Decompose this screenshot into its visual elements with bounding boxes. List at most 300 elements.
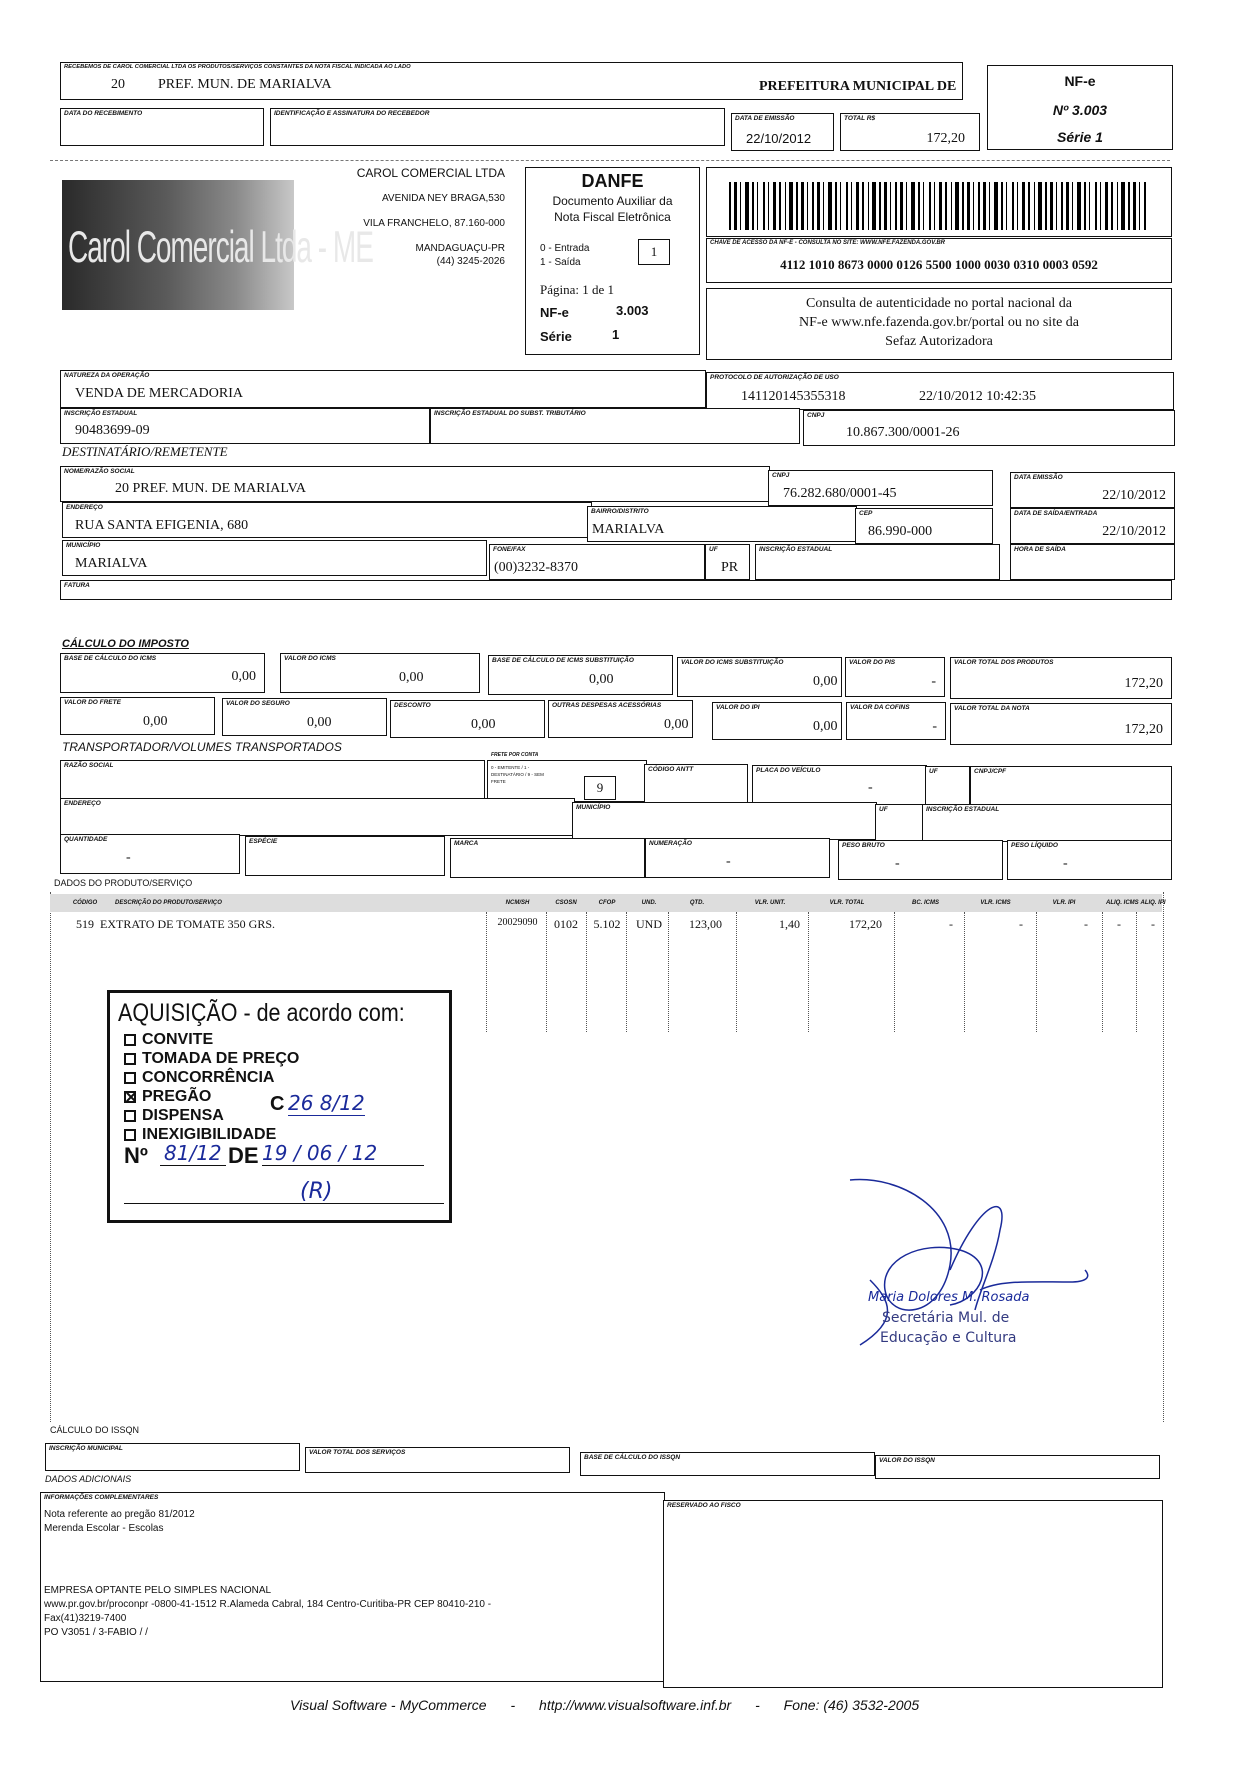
recipient-phone-box [489,544,705,580]
consult-line2: NF-e www.nfe.fazenda.gov.br/portal ou no site da [798,315,1080,330]
products-header-cell: QTD. [689,900,705,906]
transport-section-title: TRANSPORTADOR/VOLUMES TRANSPORTADOS [62,740,342,754]
danfe-saida: 1 - Saída [540,257,581,268]
recipient-district-box [587,506,857,542]
barcode-bar [789,182,793,230]
products-column-divider [1102,912,1103,1032]
transport-ie-box [922,804,1172,842]
canhoto-date-received-label: DATA DO RECEBIMENTO [64,110,143,117]
tax-cofins-box [846,702,946,740]
transport-city-label: MUNICÍPIO [576,804,611,811]
additional-line6: PO V3051 / 3-FABIO / / [44,1627,148,1638]
barcode-bar [745,182,749,230]
tax-pis-value: - [931,674,936,689]
barcode-bar [817,182,820,230]
recipient-exit-box [1010,508,1175,544]
barcode-bar [757,182,758,230]
transport-gross-box [838,840,1003,880]
barcode-bar [1066,182,1069,230]
danfe-entrada: 0 - Entrada [540,243,590,254]
tax-products-value: 172,20 [1124,676,1163,691]
barcode-bar [763,182,765,230]
access-key-box [706,238,1172,283]
canhoto-recipient-name: PREF. MUN. DE MARIALVA [158,77,332,92]
stamp-c-value: 26 8/12 [288,1091,365,1115]
canhoto-signature [270,108,725,146]
emitter-info [340,167,505,268]
transport-uf-box [925,766,970,806]
canhoto-issue-date-value: 22/10/2012 [746,131,812,146]
additional-line5: Fax(41)3219-7400 [44,1613,127,1624]
nature-box [60,370,706,408]
tax-cofins-label: VALOR DA COFINS [850,704,910,711]
barcode-bar [796,182,798,230]
barcode-bar [1084,182,1086,230]
products-column-divider [808,912,809,1032]
barcode-bar [862,182,864,230]
recipient-time-label: HORA DE SAÍDA [1014,546,1066,553]
tax-products-box [950,657,1172,699]
transport-cnpj-label: CNPJ/CPF [974,768,1007,775]
emitter-logo-text: Carol Comercial Ltda - ME [68,222,373,272]
product-cell: - [1117,917,1121,931]
emitter-city: MANDAGUAÇU-PR [415,243,505,254]
additional-line2: Merenda Escolar - Escolas [44,1523,164,1534]
barcode-bar [890,182,891,230]
tax-icms-st-box [677,657,842,697]
barcode-bar [734,182,737,230]
transport-net-label: PESO LÍQUIDO [1011,842,1058,849]
recipient-address-label: ENDEREÇO [66,504,103,511]
issqn-value-label: VALOR DO ISSQN [879,1457,935,1464]
barcode-bar [1050,182,1053,230]
tax-products-label: VALOR TOTAL DOS PRODUTOS [954,659,1054,666]
tax-other-box [548,700,693,738]
barcode-bar [1139,182,1140,230]
recipient-name-box [60,466,770,502]
barcode-bar [906,182,907,230]
transport-plate-value: - [868,780,873,795]
barcode-bar [1144,182,1146,230]
barcode-bar [828,182,832,230]
transport-cnpj-box [970,766,1172,806]
stamp-option [124,1068,299,1087]
barcode-bar [1061,182,1063,230]
transport-antt-box [644,764,748,804]
products-column-divider [546,912,547,1032]
barcode-bar [1056,182,1057,230]
tax-ipi-value: 0,00 [813,719,838,734]
danfe-nfe-number: 3.003 [616,303,649,318]
barcode-bar [768,182,769,230]
checkbox-icon [124,1053,136,1065]
transport-address-label: ENDEREÇO [64,800,101,807]
canhoto-nfe-box [987,65,1173,150]
danfe-serie-label: Série [540,329,572,344]
recipient-ie-box [755,544,1000,580]
emitter-cnpj-box [803,410,1175,446]
products-header-cell: DESCRIÇÃO DO PRODUTO/SERVIÇO [115,900,222,906]
issqn-services-box [305,1447,570,1473]
recipient-city-value: MARIALVA [75,556,148,571]
checkbox-icon [124,1072,136,1084]
barcode-bar [989,182,990,230]
barcode-bar [856,182,859,230]
canhoto-recipient-right: PREFEITURA MUNICIPAL DE [759,79,957,94]
barcode-bar [1034,182,1035,230]
barcode-bar [1012,182,1014,230]
tax-pis-box [845,657,945,697]
canhoto-total-value: 172,20 [926,131,965,146]
tax-total-value: 172,20 [1124,722,1163,737]
stamp-bottom-line [124,1203,444,1204]
barcode-bar [967,182,970,230]
signature-name: Maria Dolores M. Rosada [868,1290,1030,1305]
tax-insurance-value: 0,00 [307,715,332,730]
recipient-cnpj-value: 76.282.680/0001-45 [783,486,897,501]
tax-discount-label: DESCONTO [394,702,431,709]
checkbox-icon [124,1034,136,1046]
tax-bc-st-value: 0,00 [589,672,614,687]
canhoto-issue-date-label: DATA DE EMISSÃO [735,115,795,122]
stamp-options [124,1030,299,1144]
barcode-bar [884,182,887,230]
recipient-time-box [1010,544,1175,580]
danfe-type-value: 1 [650,244,658,259]
barcode-bar [868,182,869,230]
recipient-district-value: MARIALVA [592,522,665,537]
barcode-bar [1045,182,1047,230]
tax-freight-box [60,697,215,735]
tax-bc-icms-box [60,653,265,693]
stamp-option [124,1049,299,1068]
products-header-cell: CSOSN [555,900,577,906]
barcode-bar [1100,182,1101,230]
tax-section-title: CÁLCULO DO IMPOSTO [62,638,189,650]
transport-numbering-value: - [726,854,731,869]
barcode-bar [973,182,974,230]
emitter-cnpj-value: 10.867.300/0001-26 [846,425,960,440]
signature-scribble [830,1170,1100,1355]
access-key-value: 4112 1010 8673 0000 0126 5500 1000 0030 0310 0003 0592 [780,257,1098,272]
barcode-bar [872,182,876,230]
products-header-cell: VLR. ICMS [980,900,1011,906]
product-cell: 0102 [554,917,578,931]
barcode-bar [729,182,731,230]
transport-uf2-box [875,804,925,842]
recipient-emission-label: DATA EMISSÃO [1014,474,1063,481]
transport-qty-label: QUANTIDADE [64,836,108,843]
stamp-option-label: CONCORRÊNCIA [142,1068,275,1086]
recipient-cep-value: 86.990-000 [868,524,933,539]
barcode-bar [785,182,786,230]
products-column-divider [894,912,895,1032]
products-header-cell: NCM/SH [505,900,530,906]
protocol-box [706,372,1174,410]
recipient-emission-value: 22/10/2012 [1102,488,1166,503]
barcode-bar [812,182,814,230]
fatura-label: FATURA [64,582,90,589]
danfe-subtitle1: Documento Auxiliar da [552,194,673,208]
products-column-divider [626,912,627,1032]
recipient-uf-box [705,544,750,580]
canhoto-cut-line [50,160,1170,161]
barcode-bar [983,182,986,230]
barcode-bar [994,182,998,230]
products-header-cell: BC. ICMS [912,900,939,906]
transport-freight-label: FRETE POR CONTA [491,752,539,758]
products-column-divider [486,912,487,1032]
barcode-bar [740,182,741,230]
barcode-bar [939,182,942,230]
transport-plate-box [752,765,927,805]
transport-uf2-label: UF [879,806,888,813]
barcode [729,168,1149,238]
transport-name-label: RAZÃO SOCIAL [64,762,114,769]
danfe-nfe-label: NF-e [540,305,569,320]
product-cell: EXTRATO DE TOMATE 350 GRS. [100,917,276,931]
barcode-bar [851,182,852,230]
recipient-exit-value: 22/10/2012 [1102,524,1166,539]
recipient-city-box [62,540,487,576]
tax-ipi-box [712,702,842,740]
emitter-cnpj-label: CNPJ [807,412,825,419]
ie-label: INSCRIÇÃO ESTADUAL [64,410,138,417]
barcode-bar [1017,182,1018,230]
footer-sep2: - [755,1697,760,1713]
transport-net-value: - [1063,856,1068,871]
footer-software: Visual Software - MyCommerce [290,1697,487,1713]
canhoto-nfe-title: NF-e [1064,73,1096,89]
tax-bc-st-box [488,655,673,695]
recipient-phone-value: (00)3232-8370 [494,560,578,575]
ie-st-label: INSCRIÇÃO ESTADUAL DO SUBST. TRIBUTÁRIO [434,410,586,417]
products-header-cell: UND. [641,900,657,906]
stamp-initials: (R) [300,1179,333,1204]
consult-line3: Sefaz Autorizadora [885,334,993,349]
barcode-bar [1001,182,1003,230]
canhoto-issue-date [731,113,834,151]
recipient-cep-label: CEP [859,510,873,517]
barcode-bar [752,182,754,230]
barcode-bar [1133,182,1136,230]
acquisition-stamp [107,990,452,1223]
emitter-name: CAROL COMERCIAL LTDA [356,166,505,180]
recipient-ie-label: INSCRIÇÃO ESTADUAL [759,546,833,553]
emitter-address: AVENIDA NEY BRAGA,530 [381,193,505,204]
products-header-cell: CFOP [598,900,616,906]
stamp-title: AQUISIÇÃO - de acordo com: [118,999,405,1027]
footer-url[interactable]: http://www.visualsoftware.inf.br [539,1697,732,1713]
tax-icms-value: 0,00 [399,670,424,685]
stamp-option-label: PREGÃO [142,1087,212,1105]
danfe-box [525,167,700,355]
fatura-box [60,580,1172,600]
tax-insurance-box [222,698,387,736]
nature-value: VENDA DE MERCADORIA [75,386,243,401]
products-header-cell: VLR. IPI [1052,900,1076,906]
checkbox-icon [124,1129,136,1141]
product-cell: 20029090 [497,917,538,928]
tax-total-label: VALOR TOTAL DA NOTA [954,705,1030,712]
additional-line1: Nota referente ao pregão 81/2012 [44,1509,195,1520]
tax-freight-label: VALOR DO FRETE [64,699,121,706]
transport-numbering-label: NUMERAÇÃO [649,840,692,847]
tax-bc-icms-value: 0,00 [231,669,256,684]
barcode-bar [1111,182,1113,230]
recipient-uf-label: UF [709,546,718,553]
issqn-bc-label: BASE DE CÁLCULO DO ISSQN [584,1454,681,1461]
danfe-title: DANFE [581,171,644,191]
additional-info-label: INFORMAÇÕES COMPLEMENTARES [44,1494,159,1501]
recipient-name-label: NOME/RAZÃO SOCIAL [64,468,135,475]
transport-species-box [245,836,445,876]
barcode-bar [835,182,837,230]
products-header-cell: VLR. UNIT. [754,900,786,906]
barcode-bar [1077,182,1081,230]
recipient-name-value: 20 PREF. MUN. DE MARIALVA [115,481,307,496]
product-cell: - [949,917,953,931]
recipient-address-box [62,502,592,538]
products-column-divider [1036,912,1037,1032]
product-cell: UND [636,917,662,931]
barcode-bar [1089,182,1090,230]
tax-bc-st-label: BASE DE CÁLCULO DE ICMS SUBSTITUIÇÃO [492,657,634,664]
transport-uf-label: UF [929,768,938,775]
ie-box [60,408,430,444]
consult-box [706,288,1172,360]
stamp-no-label: Nº [124,1143,148,1168]
recipient-cnpj-label: CNPJ [772,472,790,479]
products-header-cell: ALIQ. ICMS [1106,900,1139,906]
footer-phone: Fone: (46) 3532-2005 [783,1697,920,1713]
barcode-bar [951,182,952,230]
transport-freight-value-box [584,776,616,800]
barcode-bar [846,182,848,230]
tax-discount-value: 0,00 [471,717,496,732]
transport-city-box [572,802,877,840]
canhoto-signature-label: IDENTIFICAÇÃO E ASSINATURA DO RECEBEDOR [274,110,430,117]
issqn-bc-box [580,1452,875,1476]
products-column-divider [736,912,737,1032]
recipient-uf-value: PR [721,560,739,575]
tax-other-label: OUTRAS DESPESAS ACESSÓRIAS [552,702,662,709]
tax-other-value: 0,00 [664,717,689,732]
recipient-phone-label: FONE/FAX [493,546,526,553]
transport-net-box [1007,840,1172,880]
access-key-label: CHAVE DE ACESSO DA NF-E - CONSULTA NO SITE: WWW.NFE.FAZENDA.GOV.BR [710,240,945,246]
canhoto-total [840,113,980,151]
barcode-bar [779,182,781,230]
tax-icms-st-value: 0,00 [813,674,838,689]
barcode-bar [801,182,804,230]
stamp-c-prefix: C [270,1093,285,1115]
barcode-bar [918,182,920,230]
barcode-bar [1121,182,1125,230]
stamp-option-label: INEXIGIBILIDADE [142,1125,277,1143]
products-section-title: DADOS DO PRODUTO/SERVIÇO [54,878,193,888]
additional-line4: www.pr.gov.br/proconpr -0800-41-1512 R.Alameda Cabral, 184 Centro-Curitiba-PR CEP 80410-210 - [44,1599,492,1610]
transport-gross-label: PESO BRUTO [842,842,885,849]
canhoto-header-box [60,62,963,100]
barcode-bar [934,182,935,230]
signature-role1: Secretária Mul. de [882,1310,1010,1326]
transport-plate-label: PLACA DO VEÍCULO [756,767,821,774]
emitter-phone: (44) 3245-2026 [436,256,505,267]
checkbox-icon [124,1110,136,1122]
transport-freight-value: 9 [596,780,604,795]
product-cell: 5.102 [593,917,621,931]
barcode-bar [962,182,964,230]
barcode-bar [1006,182,1007,230]
stamp-option-label: DISPENSA [142,1106,224,1124]
tax-total-box [950,703,1172,745]
issqn-value-box [875,1455,1160,1479]
tax-icms-label: VALOR DO ICMS [284,655,336,662]
consult-line1: Consulta de autenticidade no portal nacional da [806,296,1072,311]
tax-icms-box [280,653,480,693]
barcode-bar [955,182,959,230]
barcode-bar [895,182,897,230]
products-header-cell: ALIQ. IPI [1140,900,1166,906]
product-cell: - [1019,917,1023,931]
footer [290,1697,919,1713]
canhoto-nfe-series: Série 1 [1057,129,1103,145]
barcode-bar [923,182,924,230]
recipient-emission-box [1010,472,1175,508]
protocol-datetime: 22/10/2012 10:42:35 [919,389,1037,404]
transport-qty-value: - [126,850,131,865]
danfe-subtitle2: Nota Fiscal Eletrônica [554,210,671,224]
transport-species-label: ESPÉCIE [249,838,278,845]
tax-discount-box [390,700,545,738]
stamp-option [124,1030,299,1049]
products-column-divider [668,912,669,1032]
canhoto-header-text: RECEBEMOS DE CAROL COMERCIAL LTDA OS PRODUTOS/SERVIÇOS CONSTANTES DA NOTA FISCAL INDICADA AO LADO [64,64,411,70]
barcode-bar [1028,182,1030,230]
transport-brand-box [450,838,645,878]
barcode-bar [823,182,824,230]
canhoto-total-label: TOTAL R$ [844,115,876,122]
transport-brand-label: MARCA [454,840,479,847]
recipient-city-label: MUNICÍPIO [66,542,101,549]
products-column-divider [1136,912,1137,1032]
barcode-bar [978,182,980,230]
recipient-exit-label: DATA DE SAÍDA/ENTRADA [1014,510,1098,517]
tax-freight-value: 0,00 [143,714,168,729]
barcode-bar [1105,182,1108,230]
transport-antt-label: CÓDIGO ANTT [648,766,694,773]
recipient-cep-box [855,508,993,544]
checked-box-icon [124,1091,136,1103]
products-column-divider [964,912,965,1032]
barcode-bar [945,182,947,230]
issqn-im-label: INSCRIÇÃO MUNICIPAL [49,1445,123,1452]
stamp-option-label: TOMADA DE PREÇO [142,1049,300,1067]
recipient-district-label: BAIRRO/DISTRITO [591,508,649,515]
barcode-bar [807,182,808,230]
protocol-value: 141120145355318 [741,389,846,404]
transport-numbering-box [645,838,830,878]
barcode-bar [840,182,841,230]
protocol-label: PROTOCOLO DE AUTORIZAÇÃO DE USO [710,374,839,381]
stamp-no-value: 81/12 [160,1141,226,1166]
stamp-de-value: 19 / 06 / 12 [262,1141,424,1166]
signature-role2: Educação e Cultura [880,1330,1017,1346]
barcode-bar [1022,182,1025,230]
issqn-section-title: CÁLCULO DO ISSQN [50,1425,140,1435]
nature-label: NATUREZA DA OPERAÇÃO [64,372,150,379]
